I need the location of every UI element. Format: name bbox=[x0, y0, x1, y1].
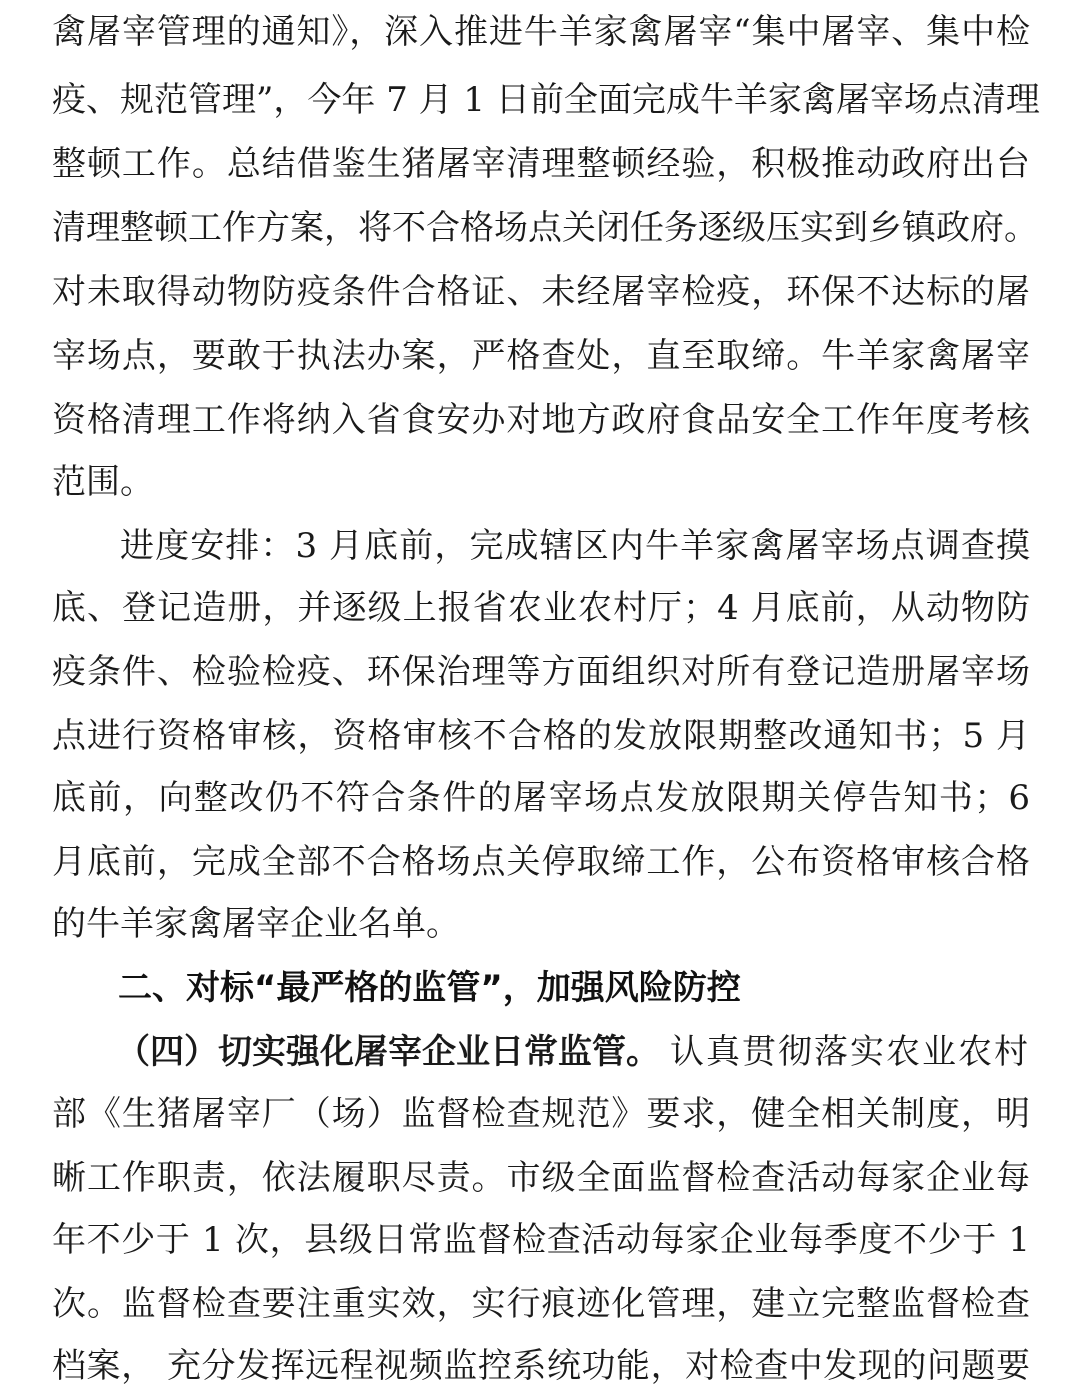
subsection-line-2: 部《生猪屠宰厂（场）监督检查规范》要求，健全相关制度，明 bbox=[52, 1094, 1030, 1134]
paragraph-1-line-1: 禽屠宰管理的通知》，深入推进牛羊家禽屠宰“集中屠宰、集中检 bbox=[52, 12, 1030, 52]
paragraph-1-line-7: 资格清理工作将纳入省食安办对地方政府食品安全工作年度考核 bbox=[52, 400, 1030, 440]
paragraph-1-line-4: 清理整顿工作方案，将不合格场点关闭任务逐级压实到乡镇政府。 bbox=[52, 208, 1038, 248]
paragraph-2-line-6: 月底前，完成全部不合格场点关停取缔工作，公布资格审核合格 bbox=[52, 842, 1030, 882]
subsection-first-line-text: 认真贯彻落实农业农村 bbox=[670, 1032, 1030, 1072]
paragraph-1-line-3: 整顿工作。总结借鉴生猪屠宰清理整顿经验，积极推动政府出台 bbox=[52, 144, 1030, 184]
subsection-line-4: 年不少于 1 次，县级日常监督检查活动每家企业每季度不少于 1 bbox=[52, 1220, 1030, 1260]
paragraph-2-line-5: 底前，向整改仍不符合条件的屠宰场点发放限期关停告知书；6 bbox=[52, 778, 1030, 818]
paragraph-1-line-8: 范围。 bbox=[52, 462, 154, 502]
subsection-line-3: 晰工作职责，依法履职尽责。市级全面监督检查活动每家企业每 bbox=[52, 1158, 1030, 1198]
paragraph-1-line-2: 疫、规范管理”，今年 7 月 1 日前全面完成牛羊家禽屠宰场点清理 bbox=[52, 80, 1040, 120]
paragraph-2-line-4: 点进行资格审核，资格审核不合格的发放限期整改通知书；5 月 bbox=[52, 716, 1030, 756]
paragraph-2-line-1: 进度安排：3 月底前，完成辖区内牛羊家禽屠宰场点调查摸 bbox=[120, 526, 1030, 566]
paragraph-2-line-7: 的牛羊家禽屠宰企业名单。 bbox=[52, 904, 460, 944]
paragraph-1-line-6: 宰场点，要敢于执法办案，严格查处，直至取缔。牛羊家禽屠宰 bbox=[52, 336, 1030, 376]
section-heading: 二、对标“最严格的监管”，加强风险防控 bbox=[118, 968, 741, 1008]
subsection-line-5: 次。监督检查要注重实效，实行痕迹化管理，建立完整监督检查 bbox=[52, 1284, 1030, 1324]
paragraph-2-line-2: 底、登记造册，并逐级上报省农业农村厅；4 月底前，从动物防 bbox=[52, 588, 1030, 628]
paragraph-2-line-3: 疫条件、检验检疫、环保治理等方面组织对所有登记造册屠宰场 bbox=[52, 652, 1030, 692]
subsection-title: （四）切实强化屠宰企业日常监管。 bbox=[116, 1032, 660, 1072]
subsection-first-line bbox=[116, 1022, 1030, 1082]
paragraph-1-line-5: 对未取得动物防疫条件合格证、未经屠宰检疫，环保不达标的屠 bbox=[52, 272, 1030, 312]
subsection-line-6: 档案， 充分发挥远程视频监控系统功能，对检查中发现的问题要 bbox=[52, 1346, 1030, 1386]
